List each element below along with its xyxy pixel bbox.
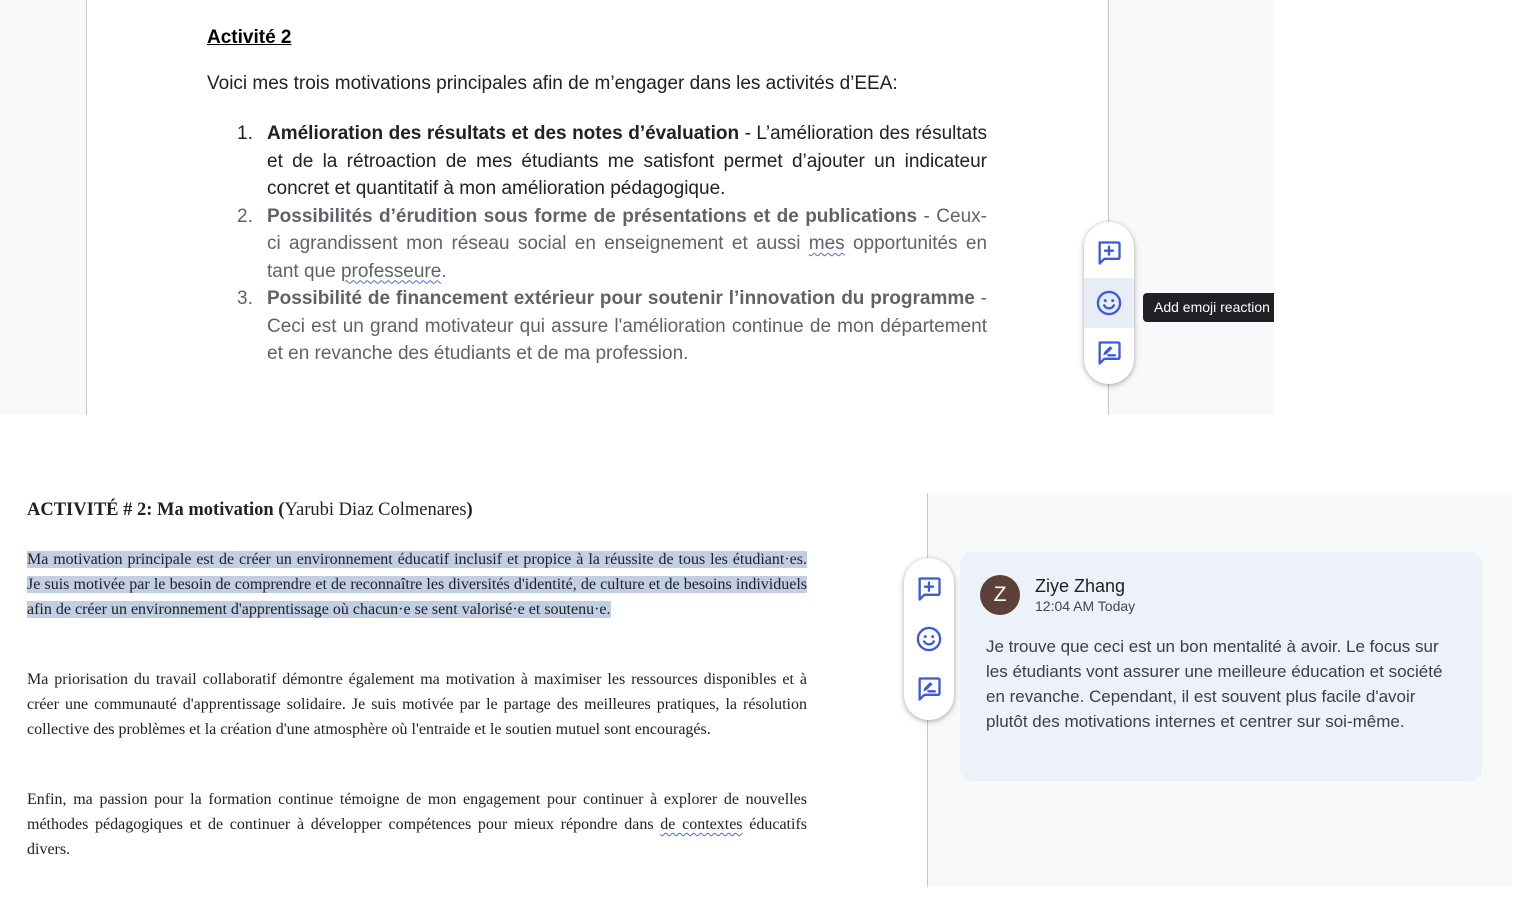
list-item-bold: Amélioration des résultats et des notes d’évaluation [267,123,740,144]
suggest-edit-icon [1095,339,1123,367]
intro-text: Voici mes trois motivations principales afin de m’engager dans les activités d’EEA: [207,73,898,94]
list-number: 1. [237,123,253,144]
comment-author: Ziye Zhang [1035,576,1126,596]
floating-action-bar [904,558,954,720]
list-item-text: - L’amélioration des résultats et de la rétroaction de mes étudiants me satisfont permet d’ajouter un indicateur concret et quantitatif à mon amélioration pédagogique. [267,123,988,199]
list-item [207,120,987,203]
add-comment-icon [915,575,943,603]
emoji-reaction-tooltip: Add emoji reaction [1143,293,1274,322]
author-name: Yarubi Diaz Colmenares [284,500,467,520]
paragraph-text: éducatifs divers. [27,816,807,858]
list-item-bold: Possibilité de financement extérieur pour soutenir l’innovation du programme [267,288,975,309]
add-comment-icon [1095,239,1123,267]
section-heading: Activité 2 [207,27,292,48]
list-number: 2. [237,205,253,227]
paragraph-text: Enfin, ma passion pour la formation continue témoigne de mon engagement pour continuer à explorer de nouvelles méthodes pédagogiques et de continuer à développer compétences pour mieux répondre dans [27,791,807,833]
spelling-suggestion[interactable]: mes [808,233,845,254]
comment-timestamp: 12:04 AM Today [1035,598,1136,614]
list-item-text: . [441,260,447,282]
motivation-list [207,120,987,368]
emoji-icon [915,625,943,653]
list-item-text: - Ceci est un grand motivateur qui assure l'amélioration continue de mon département et en revanche des étudiants et de ma profession. [267,288,988,364]
list-item-bold: Possibilités d’érudition sous forme de présentations et de publications [267,205,918,227]
emoji-icon [1095,289,1123,317]
list-item-text: - Ceux-ci agrandissent mon réseau social en enseignement et aussi [267,205,987,254]
highlighted-text[interactable]: Ma motivation principale est de créer un environnement éducatif inclusif et propice à la réussite de tous les étudiant·es. Je suis motivée par le besoin de comprendre et de reconnaître les diversités d'identité, de culture et de besoins individuels afin de créer un environnement d'apprentissage où chacun·e se sent valorisé·e et soutenu·e. [27,551,807,618]
paragraph: Ma priorisation du travail collaboratif démontre également ma motivation à maximiser les ressources disponibles et à créer une communauté d'apprentissage solidaire. Je suis motivée par le partage des meilleures pratiques, la résolution collective des problèmes et la création d'une atmosphère où l'entraide et le soutien mutuel sont encouragés. [27,671,807,738]
emoji-reaction-button[interactable] [904,614,954,664]
floating-action-bar [1084,222,1134,384]
activity-title-bold: ACTIVITÉ # 2: Ma motivation ( [27,500,285,520]
suggest-edit-icon [915,675,943,703]
activity-title-close: ) [466,500,473,520]
spelling-suggestion[interactable]: professeure [340,260,442,282]
list-item [207,203,987,286]
spelling-suggestion[interactable]: de contextes [660,816,743,833]
list-item-text: opportunités en tant que [267,233,988,282]
list-item [207,285,987,368]
top-doc-view [0,0,1274,415]
comment-body: Je trouve que ceci est un bon mentalité à avoir. Le focus sur les étudiants vont assurer une meilleure éducation et société en revanche. Cependant, il est souvent plus facile d'avoir plutôt des motivations internes et centrer sur soi-même. [986,637,1443,731]
emoji-reaction-button[interactable] [1084,278,1134,328]
add-comment-button[interactable] [904,564,954,614]
paragraph [27,787,807,862]
add-comment-button[interactable] [1084,228,1134,278]
comment-card[interactable] [960,552,1482,781]
avatar[interactable]: Z [980,575,1020,615]
activity-title [27,500,473,521]
suggest-edits-button[interactable] [904,664,954,714]
paragraph-highlighted[interactable] [27,547,807,622]
suggest-edits-button[interactable] [1084,328,1134,378]
list-number: 3. [237,288,253,309]
